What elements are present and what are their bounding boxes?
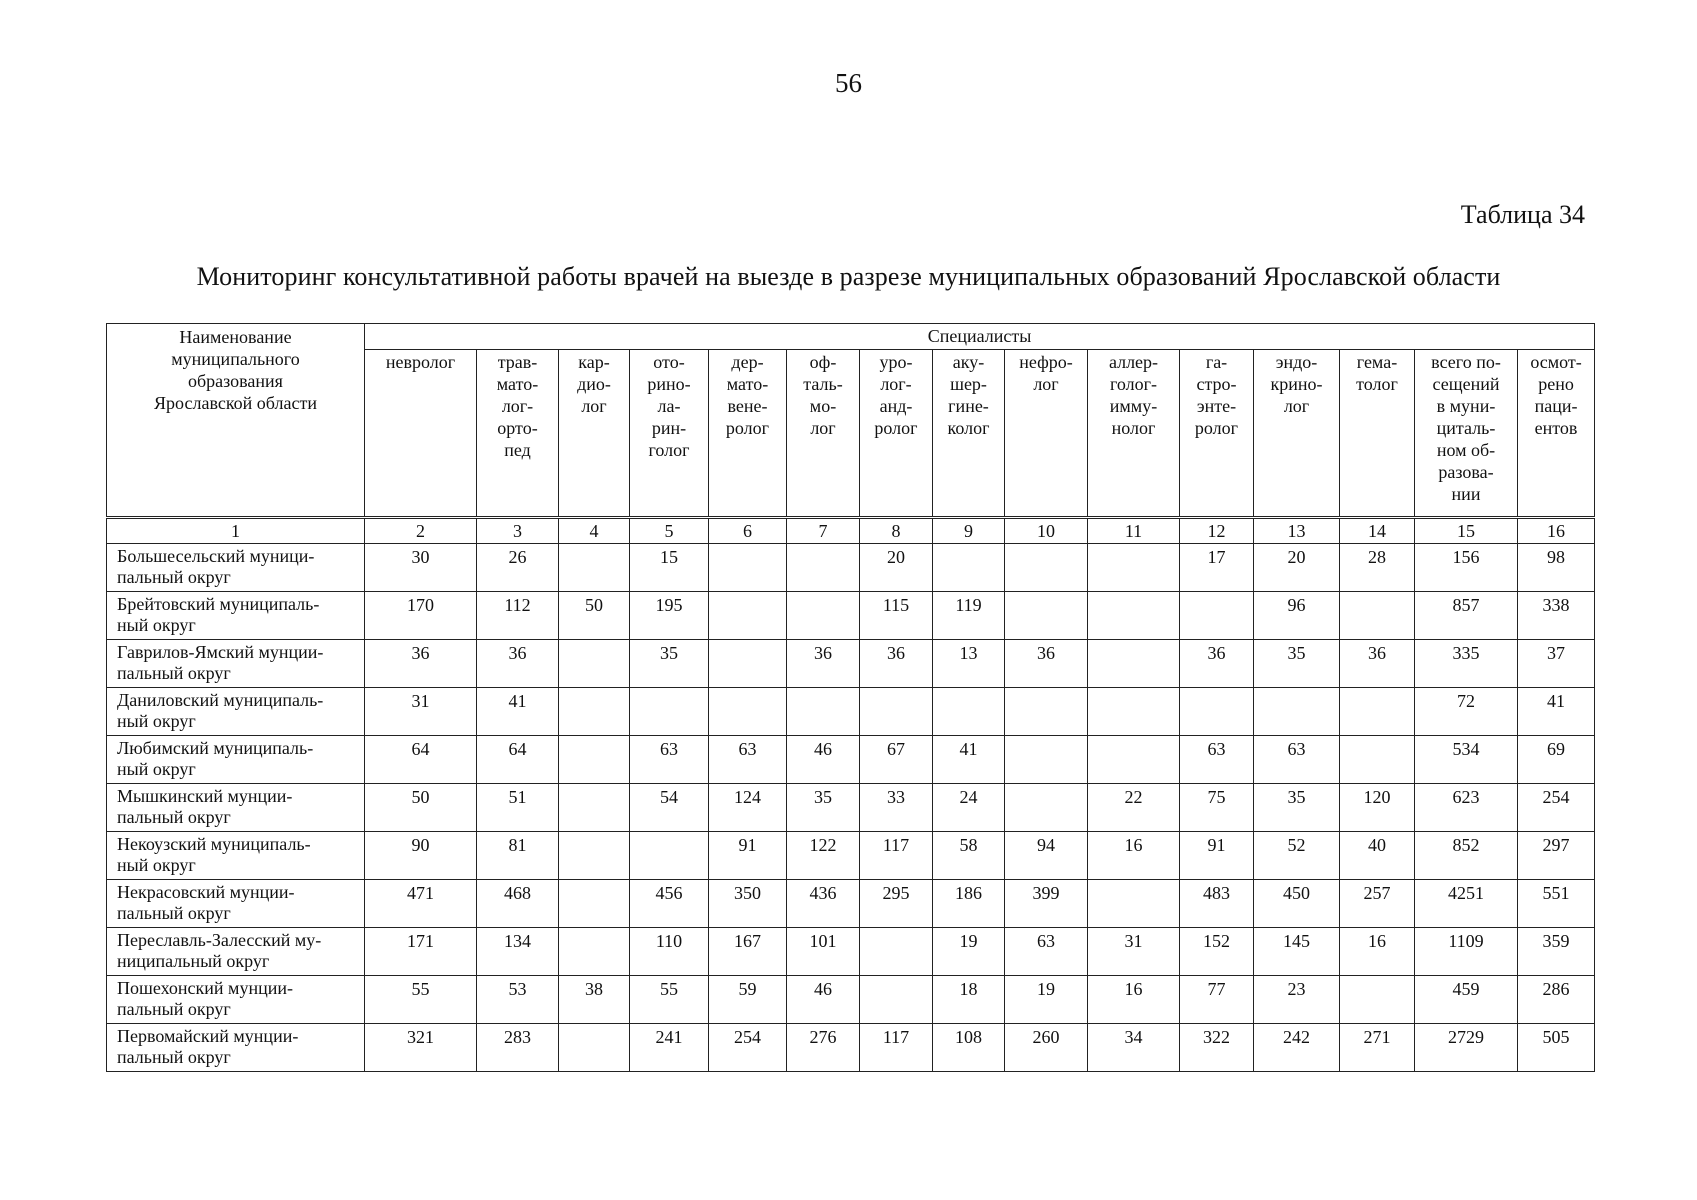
value-cell: 59 [709, 976, 787, 1024]
value-cell: 108 [933, 1024, 1005, 1072]
value-cell: 75 [1180, 784, 1254, 832]
value-cell: 55 [630, 976, 709, 1024]
value-cell: 350 [709, 880, 787, 928]
column-number: 10 [1005, 518, 1088, 544]
value-cell: 623 [1415, 784, 1518, 832]
municipality-name: Переславль-Залесский му- ниципальный округ [107, 928, 365, 976]
value-cell [709, 688, 787, 736]
municipality-name: Любимский муниципаль- ный округ [107, 736, 365, 784]
column-number: 15 [1415, 518, 1518, 544]
value-cell: 122 [787, 832, 860, 880]
value-cell [559, 688, 630, 736]
column-number: 7 [787, 518, 860, 544]
value-cell [1088, 592, 1180, 640]
table-row [107, 736, 1595, 784]
value-cell [860, 688, 933, 736]
value-cell: 64 [365, 736, 477, 784]
value-cell: 63 [630, 736, 709, 784]
value-cell [787, 688, 860, 736]
value-cell [709, 640, 787, 688]
column-number: 12 [1180, 518, 1254, 544]
municipality-column-header: Наименование муниципального образования Ярославской области [107, 324, 365, 518]
value-cell: 276 [787, 1024, 860, 1072]
value-cell: 91 [709, 832, 787, 880]
value-cell: 112 [477, 592, 559, 640]
value-cell: 254 [1518, 784, 1595, 832]
value-cell: 35 [1254, 640, 1340, 688]
value-cell: 26 [477, 544, 559, 592]
value-cell [1180, 688, 1254, 736]
value-cell [559, 928, 630, 976]
value-cell [1340, 592, 1415, 640]
value-cell: 41 [933, 736, 1005, 784]
value-cell: 1109 [1415, 928, 1518, 976]
value-cell: 34 [1088, 1024, 1180, 1072]
column-number: 6 [709, 518, 787, 544]
value-cell: 98 [1518, 544, 1595, 592]
value-cell: 295 [860, 880, 933, 928]
value-cell: 399 [1005, 880, 1088, 928]
value-cell: 534 [1415, 736, 1518, 784]
specialist-header: нефро- лог [1005, 350, 1088, 518]
value-cell: 124 [709, 784, 787, 832]
value-cell: 81 [477, 832, 559, 880]
specialists-group-header: Специалисты [365, 324, 1595, 350]
value-cell: 16 [1088, 976, 1180, 1024]
value-cell: 195 [630, 592, 709, 640]
value-cell: 22 [1088, 784, 1180, 832]
specialist-header: невролог [365, 350, 477, 518]
value-cell: 96 [1254, 592, 1340, 640]
value-cell: 16 [1340, 928, 1415, 976]
table-row [107, 976, 1595, 1024]
column-number: 9 [933, 518, 1005, 544]
value-cell: 23 [1254, 976, 1340, 1024]
table-row [107, 640, 1595, 688]
document-title: Мониторинг консультативной работы врачей на выезде в разрезе муниципальных образований Ярославской области [196, 262, 1501, 291]
value-cell: 456 [630, 880, 709, 928]
value-cell [1340, 976, 1415, 1024]
value-cell: 450 [1254, 880, 1340, 928]
value-cell: 115 [860, 592, 933, 640]
value-cell: 41 [1518, 688, 1595, 736]
value-cell: 35 [630, 640, 709, 688]
value-cell: 53 [477, 976, 559, 1024]
specialist-header: кар- дио- лог [559, 350, 630, 518]
value-cell: 241 [630, 1024, 709, 1072]
value-cell: 505 [1518, 1024, 1595, 1072]
value-cell: 297 [1518, 832, 1595, 880]
value-cell: 40 [1340, 832, 1415, 880]
value-cell [1005, 592, 1088, 640]
column-number: 1 [107, 518, 365, 544]
value-cell: 19 [933, 928, 1005, 976]
column-number: 3 [477, 518, 559, 544]
value-cell [559, 736, 630, 784]
value-cell: 41 [477, 688, 559, 736]
value-cell: 156 [1415, 544, 1518, 592]
value-cell: 271 [1340, 1024, 1415, 1072]
value-cell: 170 [365, 592, 477, 640]
value-cell: 51 [477, 784, 559, 832]
value-cell: 63 [1254, 736, 1340, 784]
value-cell: 459 [1415, 976, 1518, 1024]
value-cell [1088, 736, 1180, 784]
value-cell: 117 [860, 832, 933, 880]
value-cell: 36 [477, 640, 559, 688]
specialist-header: га- стро- энте- ролог [1180, 350, 1254, 518]
value-cell: 16 [1088, 832, 1180, 880]
municipality-name: Брейтовский муниципаль- ный округ [107, 592, 365, 640]
specialist-header: дер- мато- вене- ролог [709, 350, 787, 518]
value-cell: 35 [787, 784, 860, 832]
value-cell: 4251 [1415, 880, 1518, 928]
specialist-header: осмот- рено паци- ентов [1518, 350, 1595, 518]
value-cell: 28 [1340, 544, 1415, 592]
specialist-header: трав- мато- лог- орто- пед [477, 350, 559, 518]
value-cell [630, 688, 709, 736]
value-cell: 483 [1180, 880, 1254, 928]
value-cell: 37 [1518, 640, 1595, 688]
value-cell: 186 [933, 880, 1005, 928]
value-cell: 58 [933, 832, 1005, 880]
municipality-name: Мышкинский мунции- пальный округ [107, 784, 365, 832]
specialist-header: аку- шер- гине- колог [933, 350, 1005, 518]
value-cell [1088, 544, 1180, 592]
column-number: 2 [365, 518, 477, 544]
value-cell [933, 688, 1005, 736]
value-cell: 36 [1180, 640, 1254, 688]
value-cell [1180, 592, 1254, 640]
table-row [107, 592, 1595, 640]
value-cell: 50 [559, 592, 630, 640]
value-cell: 145 [1254, 928, 1340, 976]
value-cell: 69 [1518, 736, 1595, 784]
value-cell: 471 [365, 880, 477, 928]
value-cell: 20 [1254, 544, 1340, 592]
value-cell: 33 [860, 784, 933, 832]
value-cell: 117 [860, 1024, 933, 1072]
value-cell [1340, 736, 1415, 784]
value-cell: 101 [787, 928, 860, 976]
value-cell: 72 [1415, 688, 1518, 736]
municipality-name: Первомайский мунции- пальный округ [107, 1024, 365, 1072]
table-row [107, 880, 1595, 928]
value-cell: 64 [477, 736, 559, 784]
value-cell [860, 976, 933, 1024]
column-number: 8 [860, 518, 933, 544]
table-row [107, 1024, 1595, 1072]
value-cell: 36 [860, 640, 933, 688]
municipality-name: Даниловский муниципаль- ный округ [107, 688, 365, 736]
value-cell: 15 [630, 544, 709, 592]
value-cell: 77 [1180, 976, 1254, 1024]
value-cell: 322 [1180, 1024, 1254, 1072]
value-cell [559, 784, 630, 832]
municipality-name: Гаврилов-Ямский мунции- пальный округ [107, 640, 365, 688]
value-cell [559, 832, 630, 880]
specialist-header: аллер- голог- имму- нолог [1088, 350, 1180, 518]
value-cell: 436 [787, 880, 860, 928]
table-row [107, 832, 1595, 880]
specialist-header: эндо- крино- лог [1254, 350, 1340, 518]
column-number: 16 [1518, 518, 1595, 544]
table-row [107, 544, 1595, 592]
value-cell [559, 1024, 630, 1072]
value-cell: 167 [709, 928, 787, 976]
value-cell [559, 640, 630, 688]
value-cell: 55 [365, 976, 477, 1024]
value-cell: 63 [709, 736, 787, 784]
value-cell [559, 544, 630, 592]
value-cell: 30 [365, 544, 477, 592]
value-cell: 2729 [1415, 1024, 1518, 1072]
value-cell [559, 880, 630, 928]
column-number: 4 [559, 518, 630, 544]
value-cell [1088, 688, 1180, 736]
value-cell: 31 [1088, 928, 1180, 976]
value-cell: 260 [1005, 1024, 1088, 1072]
value-cell: 338 [1518, 592, 1595, 640]
table-row [107, 688, 1595, 736]
value-cell [1005, 688, 1088, 736]
page-number: 56 [835, 68, 862, 98]
value-cell: 17 [1180, 544, 1254, 592]
municipality-name: Пошехонский мунции- пальный округ [107, 976, 365, 1024]
value-cell [1005, 544, 1088, 592]
value-cell [933, 544, 1005, 592]
value-cell: 283 [477, 1024, 559, 1072]
municipality-name: Некрасовский мунции- пальный округ [107, 880, 365, 928]
value-cell: 36 [365, 640, 477, 688]
value-cell: 63 [1180, 736, 1254, 784]
value-cell: 46 [787, 976, 860, 1024]
value-cell: 20 [860, 544, 933, 592]
specialist-header: ото- рино- ла- рин- голог [630, 350, 709, 518]
value-cell: 90 [365, 832, 477, 880]
value-cell: 19 [1005, 976, 1088, 1024]
value-cell: 257 [1340, 880, 1415, 928]
value-cell: 171 [365, 928, 477, 976]
value-cell: 38 [559, 976, 630, 1024]
value-cell: 286 [1518, 976, 1595, 1024]
value-cell: 24 [933, 784, 1005, 832]
value-cell: 551 [1518, 880, 1595, 928]
column-number: 14 [1340, 518, 1415, 544]
value-cell: 67 [860, 736, 933, 784]
table-row [107, 928, 1595, 976]
value-cell: 50 [365, 784, 477, 832]
value-cell: 63 [1005, 928, 1088, 976]
value-cell: 120 [1340, 784, 1415, 832]
value-cell: 13 [933, 640, 1005, 688]
value-cell [1005, 736, 1088, 784]
value-cell: 468 [477, 880, 559, 928]
value-cell: 852 [1415, 832, 1518, 880]
value-cell: 35 [1254, 784, 1340, 832]
municipality-name: Некоузский муниципаль- ный округ [107, 832, 365, 880]
value-cell [1088, 880, 1180, 928]
value-cell [860, 928, 933, 976]
value-cell [787, 592, 860, 640]
column-number: 11 [1088, 518, 1180, 544]
value-cell: 254 [709, 1024, 787, 1072]
column-number: 13 [1254, 518, 1340, 544]
specialist-header: всего по- сещений в муни- циталь- ном об- разова- нии [1415, 350, 1518, 518]
value-cell: 152 [1180, 928, 1254, 976]
value-cell: 91 [1180, 832, 1254, 880]
value-cell [1088, 640, 1180, 688]
value-cell: 36 [1005, 640, 1088, 688]
value-cell: 36 [1340, 640, 1415, 688]
value-cell: 46 [787, 736, 860, 784]
value-cell: 857 [1415, 592, 1518, 640]
value-cell: 94 [1005, 832, 1088, 880]
value-cell: 31 [365, 688, 477, 736]
specialist-header: гема- толог [1340, 350, 1415, 518]
value-cell [709, 592, 787, 640]
monitoring-table [106, 323, 1595, 1072]
value-cell: 18 [933, 976, 1005, 1024]
value-cell: 134 [477, 928, 559, 976]
value-cell [787, 544, 860, 592]
table-row [107, 784, 1595, 832]
value-cell: 359 [1518, 928, 1595, 976]
table-caption: Таблица 34 [1460, 200, 1585, 229]
value-cell: 321 [365, 1024, 477, 1072]
value-cell: 335 [1415, 640, 1518, 688]
value-cell: 119 [933, 592, 1005, 640]
value-cell: 54 [630, 784, 709, 832]
value-cell [1340, 688, 1415, 736]
value-cell: 242 [1254, 1024, 1340, 1072]
value-cell: 36 [787, 640, 860, 688]
specialist-header: уро- лог- анд- ролог [860, 350, 933, 518]
value-cell: 52 [1254, 832, 1340, 880]
municipality-name: Большесельский муници- пальный округ [107, 544, 365, 592]
value-cell [1254, 688, 1340, 736]
value-cell [1005, 784, 1088, 832]
column-number: 5 [630, 518, 709, 544]
value-cell: 110 [630, 928, 709, 976]
specialist-header: оф- таль- мо- лог [787, 350, 860, 518]
value-cell [630, 832, 709, 880]
value-cell [709, 544, 787, 592]
